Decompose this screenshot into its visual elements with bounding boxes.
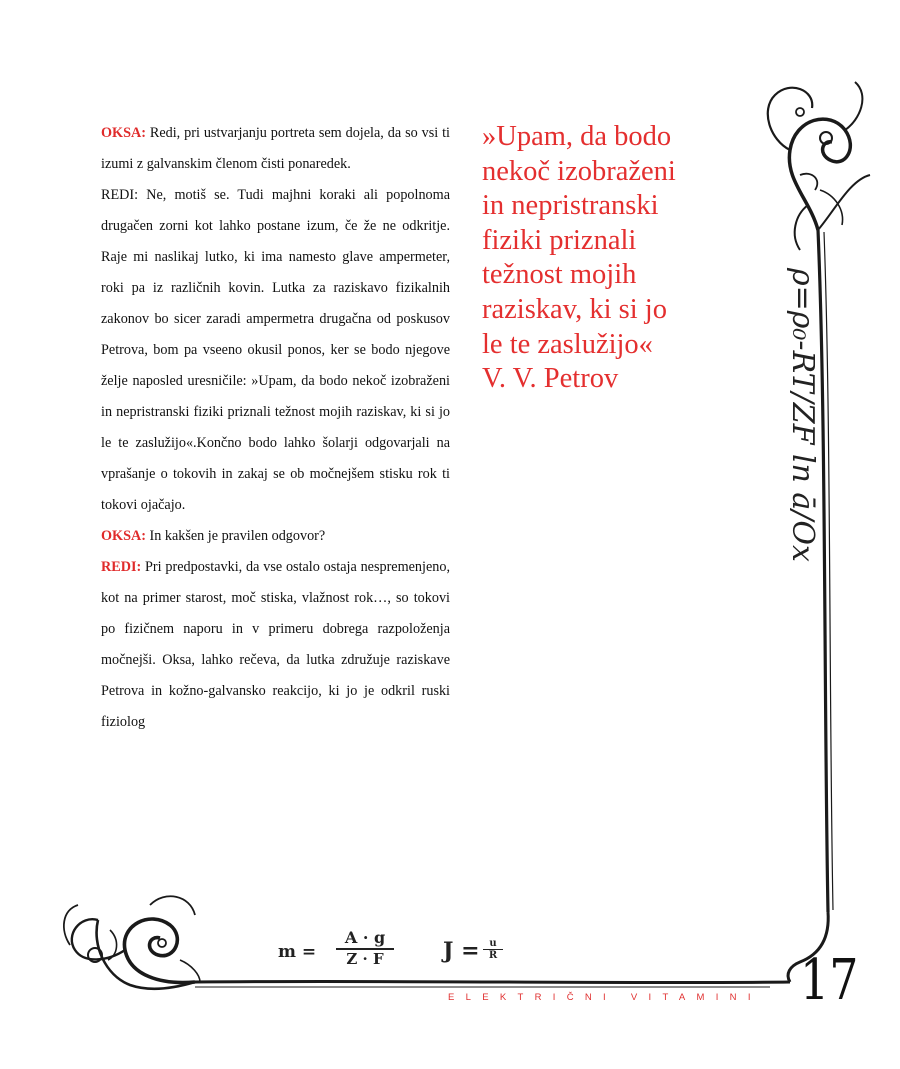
current-formula-denominator: R [488,950,498,961]
mass-formula-lhs: m = [278,942,317,962]
dialogue-paragraph-4 [101,552,450,738]
dialogue-paragraph-2 [101,180,450,521]
current-formula-numerator: u [483,938,503,950]
current-formula-lhs: J = [443,938,480,964]
speaker-label: OKSA: [101,528,146,544]
dialogue-text: Pri predpostavki, da vse ostalo ostaja nespremenjeno, kot na primer starost, moč stiska, vlažnost rok…, so tokovi po fizičnem naporu in v primeru dobrega razpoloženja močnejši. Oksa, lahko rečeva, da lutka združuje raziskave Petrova in kožno-galvansko reakcijo, ki jo je odkril ruski fiziolog [101,559,450,730]
pull-quote [482,120,722,397]
nernst-formula: ρ=ρ₀-RT/ZF ln ā/Ox [785,268,820,562]
dialogue-paragraph-1 [101,118,450,180]
quote-line: le te zaslužijo« [482,328,653,360]
dialogue-text: REDI: Ne, motiš se. Tudi majhni koraki ali popolnoma drugačen zorni kot lahko postane izum, če že ne odkritje. Raje mi naslikaj lutko, ki ima namesto glave ampermeter, roki pa iz različnih kovin. Lutka za raziskavo fizikalnih zakonov bo sicer zaradi ampermetra drugačna od poskusov Petrova, bom pa vseeno okusil ponos, ker se bodo njegove želje naposled uresničile: »Upam, da bodo nekoč izobraženi in nepristranski fiziki priznali težnost mojih raziskav, ki si jo le te zaslužijo«.Končno bodo lahko šolarji odgovarjali na vprašanje o tokovih in zakaj se ob močnejšem stisku rok ti tokovi ojačajo. [101,187,450,513]
quote-line: fiziki priznali [482,224,637,256]
dialogue-paragraph-3 [101,521,450,552]
quote-author: V. V. Petrov [482,363,619,395]
dialogue-text: In kakšen je pravilen odgovor? [145,528,326,544]
vertical-formula [784,268,824,562]
dialogue-text: Redi, pri ustvarjanju portreta sem dojela, da so vsi ti izumi z galvanskim členom čisti ponaredek. [101,125,450,172]
mass-formula-denominator: Z · F [346,950,384,968]
page-number: 17 [800,948,859,1013]
mass-formula-numerator: A · g [336,928,394,950]
top-right-flourish [768,82,870,250]
dialogue-column [101,118,450,738]
quote-line: »Upam, da bodo [482,121,672,152]
speaker-label: OKSA: [101,125,146,141]
quote-line: in nepristranski [482,190,659,222]
mass-formula-fraction [336,928,394,968]
current-formula-fraction [483,938,503,961]
quote-line: nekoč izobraženi [482,155,676,187]
bottom-left-flourish [64,896,200,988]
quote-line: raziskav, ki si jo [482,293,667,325]
current-formula [443,938,498,964]
book-title: ELEKTRIČNI VITAMINI [448,992,762,1003]
quote-line: težnost mojih [482,259,637,291]
speaker-label: REDI: [101,559,142,575]
